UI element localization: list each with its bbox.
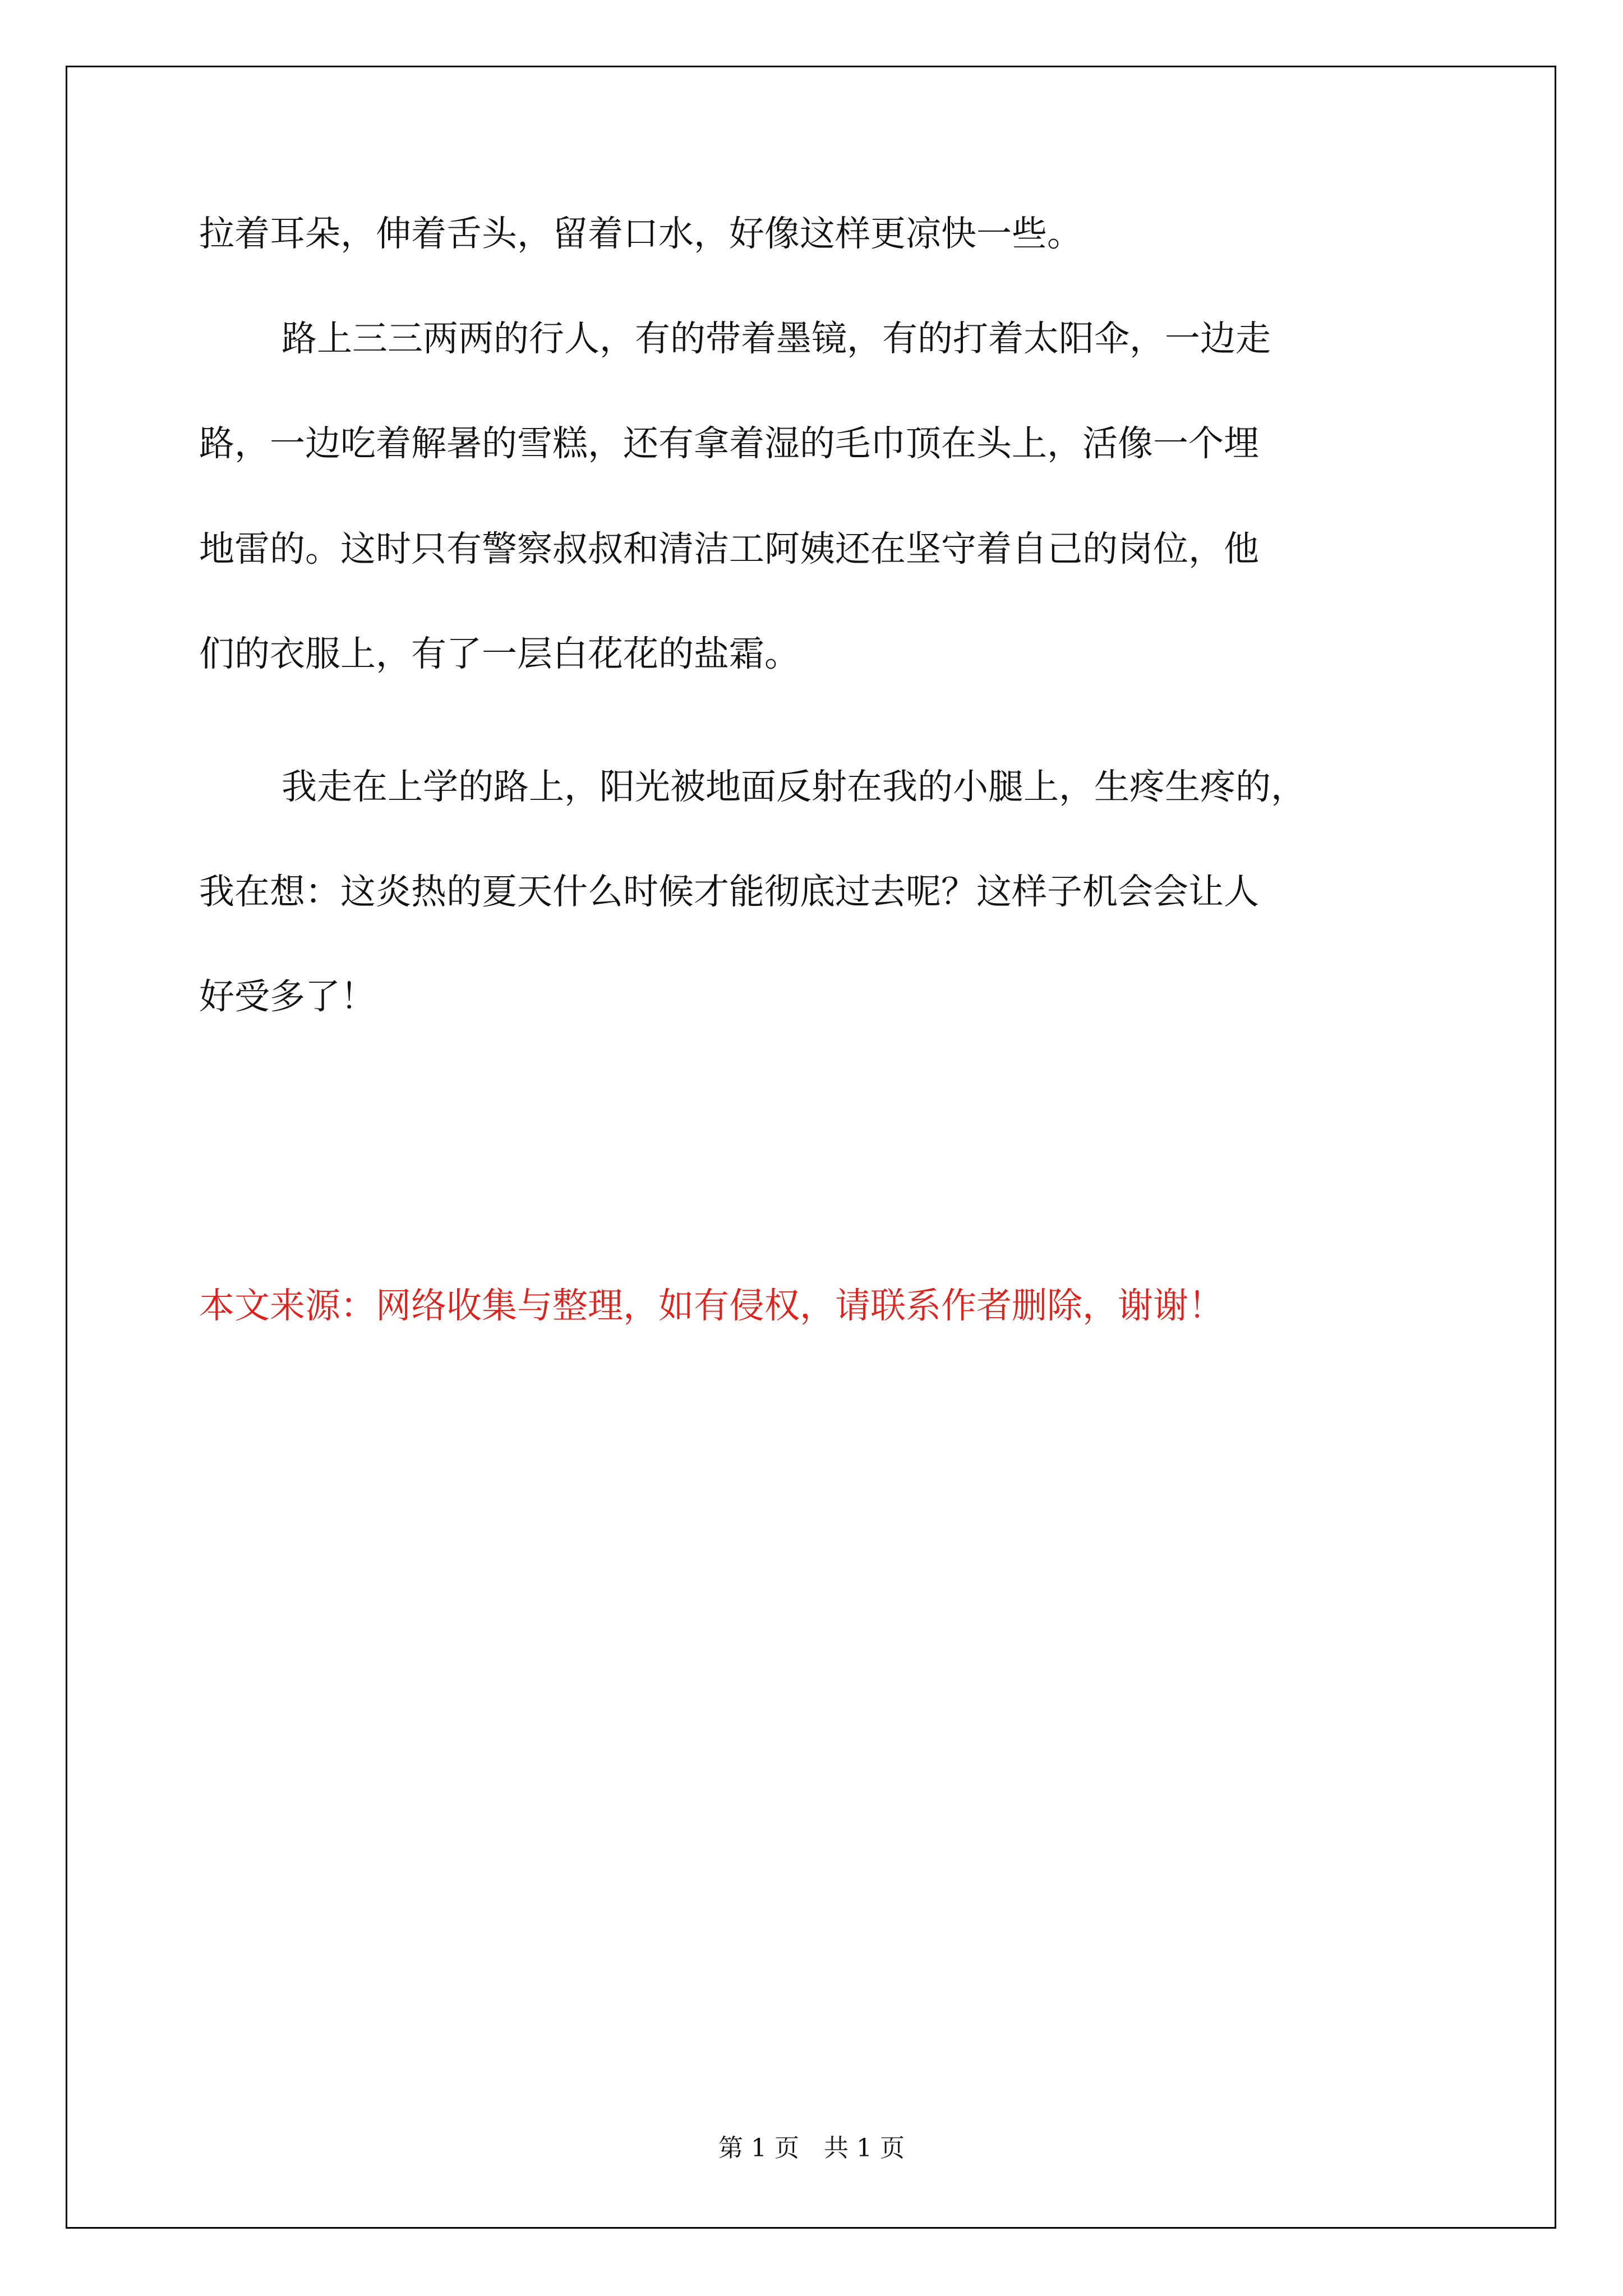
page-footer: 第 1 页 共 1 页 [718, 2134, 905, 2162]
body-line-7: 我在想：这炎热的夏天什么时候才能彻底过去呢？这样子机会会让人 [199, 871, 1259, 912]
body-line-4: 地雷的。这时只有警察叔叔和清洁工阿姨还在坚守着自己的岗位，他 [199, 528, 1259, 569]
body-line-5: 们的衣服上，有了一层白花花的盐霜。 [199, 633, 800, 674]
body-line-8: 好受多了！ [199, 976, 376, 1017]
body-line-1: 拉着耳朵，伸着舌头，留着口水，好像这样更凉快一些。 [199, 213, 1082, 254]
body-line-3: 路，一边吃着解暑的雪糕，还有拿着湿的毛巾顶在头上，活像一个埋 [199, 423, 1259, 464]
source-note: 本文来源：网络收集与整理，如有侵权，请联系作者删除，谢谢！ [199, 1285, 1224, 1326]
body-line-2: 路上三三两两的行人，有的带着墨镜，有的打着太阳伞，一边走 [282, 318, 1271, 359]
page-border [66, 66, 1556, 2229]
body-line-6: 我走在上学的路上，阳光被地面反射在我的小腿上，生疼生疼的， [282, 766, 1306, 807]
